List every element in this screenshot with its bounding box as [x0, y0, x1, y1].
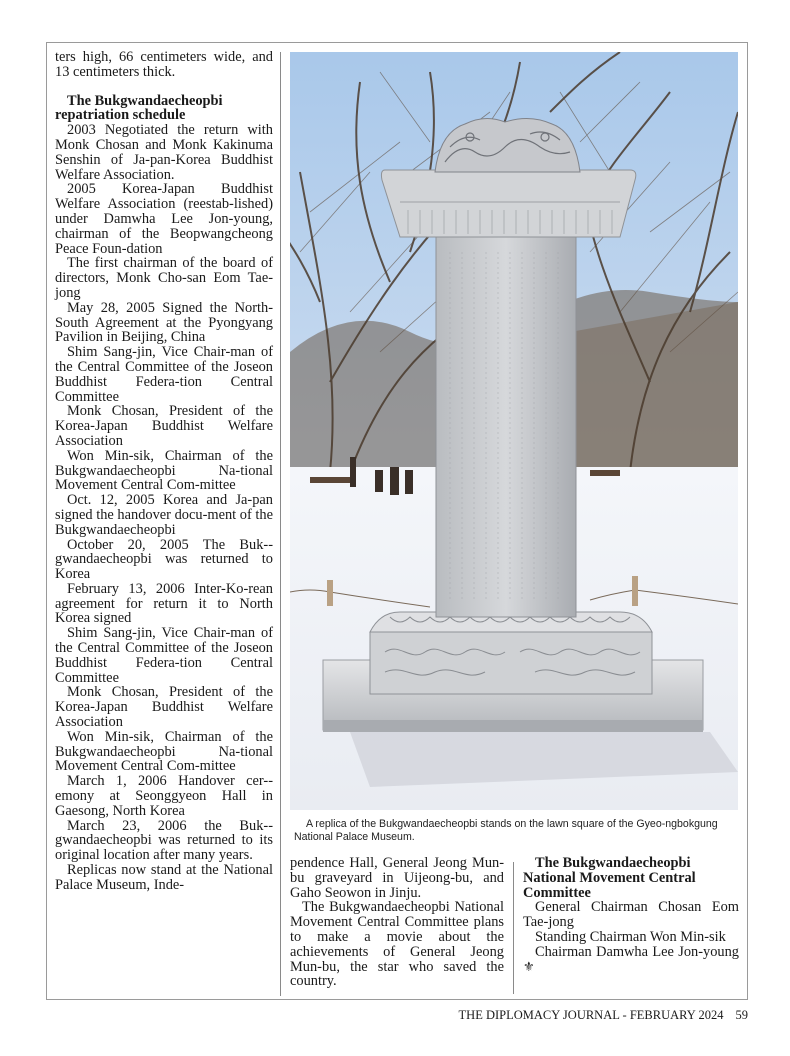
committee-member: Standing Chairman Won Min-sik	[535, 928, 726, 945]
schedule-item: Monk Chosan, President of the Korea-Japan Buddhist Welfare Association	[55, 684, 273, 731]
committee-member: General Chairman Chosan Eom Tae-jong	[523, 899, 739, 931]
page-number: 59	[735, 1008, 748, 1022]
end-mark-icon: ⚜	[523, 959, 535, 975]
schedule-heading: The Bukgwandaecheopbi repatriation schedule	[55, 92, 223, 124]
committee-heading: The Bukgwandaecheopbi National Movement Central Committee	[523, 855, 696, 901]
column-divider	[513, 862, 514, 994]
schedule-item: Monk Chosan, President of the Korea-Japan Buddhist Welfare Association	[55, 403, 273, 449]
publication-name: THE DIPLOMACY JOURNAL	[458, 1008, 620, 1022]
photo-caption: A replica of the Bukgwandaecheopbi stands on the lawn square of the Gyeo-ngbokgung National Palace Museum.	[294, 818, 718, 843]
left-column	[55, 50, 273, 1000]
stele-photo	[290, 52, 738, 810]
right-column	[523, 856, 739, 996]
schedule-item: 2005 Korea-Japan Buddhist Welfare Association (reestab-lished) under Damwha Lee Jon-young, chairman of the Beopwangcheong Peace Foun-dation	[55, 181, 273, 257]
schedule-item: March 23, 2006 the Buk-gwandaecheopbi was returned to its original location after many years.	[55, 817, 273, 864]
schedule-item: The first chairman of the board of directors, Monk Cho-san Eom Tae-jong	[55, 255, 273, 301]
middle-paragraph: The Bukgwandaecheopbi National Movement Central Committee plans to make a movie about the achievements of General Jeong Mun-bu, the star who saved the country.	[290, 899, 504, 990]
schedule-item: Shim Sang-jin, Vice Chair-man of the Central Committee of the Joseon Buddhist Federa-tion Central Committee	[55, 625, 273, 686]
issue-date: FEBRUARY 2024	[629, 1008, 724, 1022]
committee-member	[523, 945, 739, 976]
middle-column	[290, 856, 504, 996]
schedule-item: Shim Sang-jin, Vice Chair-man of the Central Committee of the Joseon Buddhist Federa-tion Central Committee	[55, 344, 273, 405]
schedule-item: Replicas now stand at the National Palace Museum, Inde-	[55, 862, 273, 893]
column-divider	[280, 52, 281, 996]
schedule-item: Oct. 12, 2005 Korea and Ja-pan signed the handover docu-ment of the Bukgwandaecheopbi	[55, 492, 273, 538]
middle-continuation: pendence Hall, General Jeong Mun-bu graveyard in Uijeong-bu, and Gaho Seowon in Jinju.	[290, 855, 504, 901]
committee-member-text: Chairman Damwha Lee Jon-young	[535, 943, 739, 960]
schedule-item: May 28, 2005 Signed the North-South Agreement at the Pyongyang Pavilion in Beijing, China	[55, 299, 273, 346]
schedule-item: Won Min-sik, Chairman of the Bukgwandaecheopbi Na-tional Movement Central Com-mittee	[55, 447, 273, 494]
schedule-item: March 1, 2006 Handover cer-emony at Seonggyeon Hall in Gaesong, North Korea	[55, 773, 273, 819]
schedule-item: October 20, 2005 The Buk-gwandaecheopbi was returned to Korea	[55, 536, 273, 583]
schedule-item: Won Min-sik, Chairman of the Bukgwandaecheopbi Na-tional Movement Central Com-mittee	[55, 728, 273, 775]
page-footer	[330, 1008, 748, 1022]
schedule-item: 2003 Negotiated the return with Monk Chosan and Monk Kakinuma Senshin of Ja-pan-Korea Buddhist Welfare Association.	[55, 122, 273, 183]
intro-paragraph: ters high, 66 centimeters wide, and 13 centimeters thick.	[55, 49, 273, 80]
schedule-item: February 13, 2006 Inter-Ko-rean agreement for return it to North Korea signed	[55, 580, 273, 627]
footer-separator: -	[619, 1008, 630, 1022]
